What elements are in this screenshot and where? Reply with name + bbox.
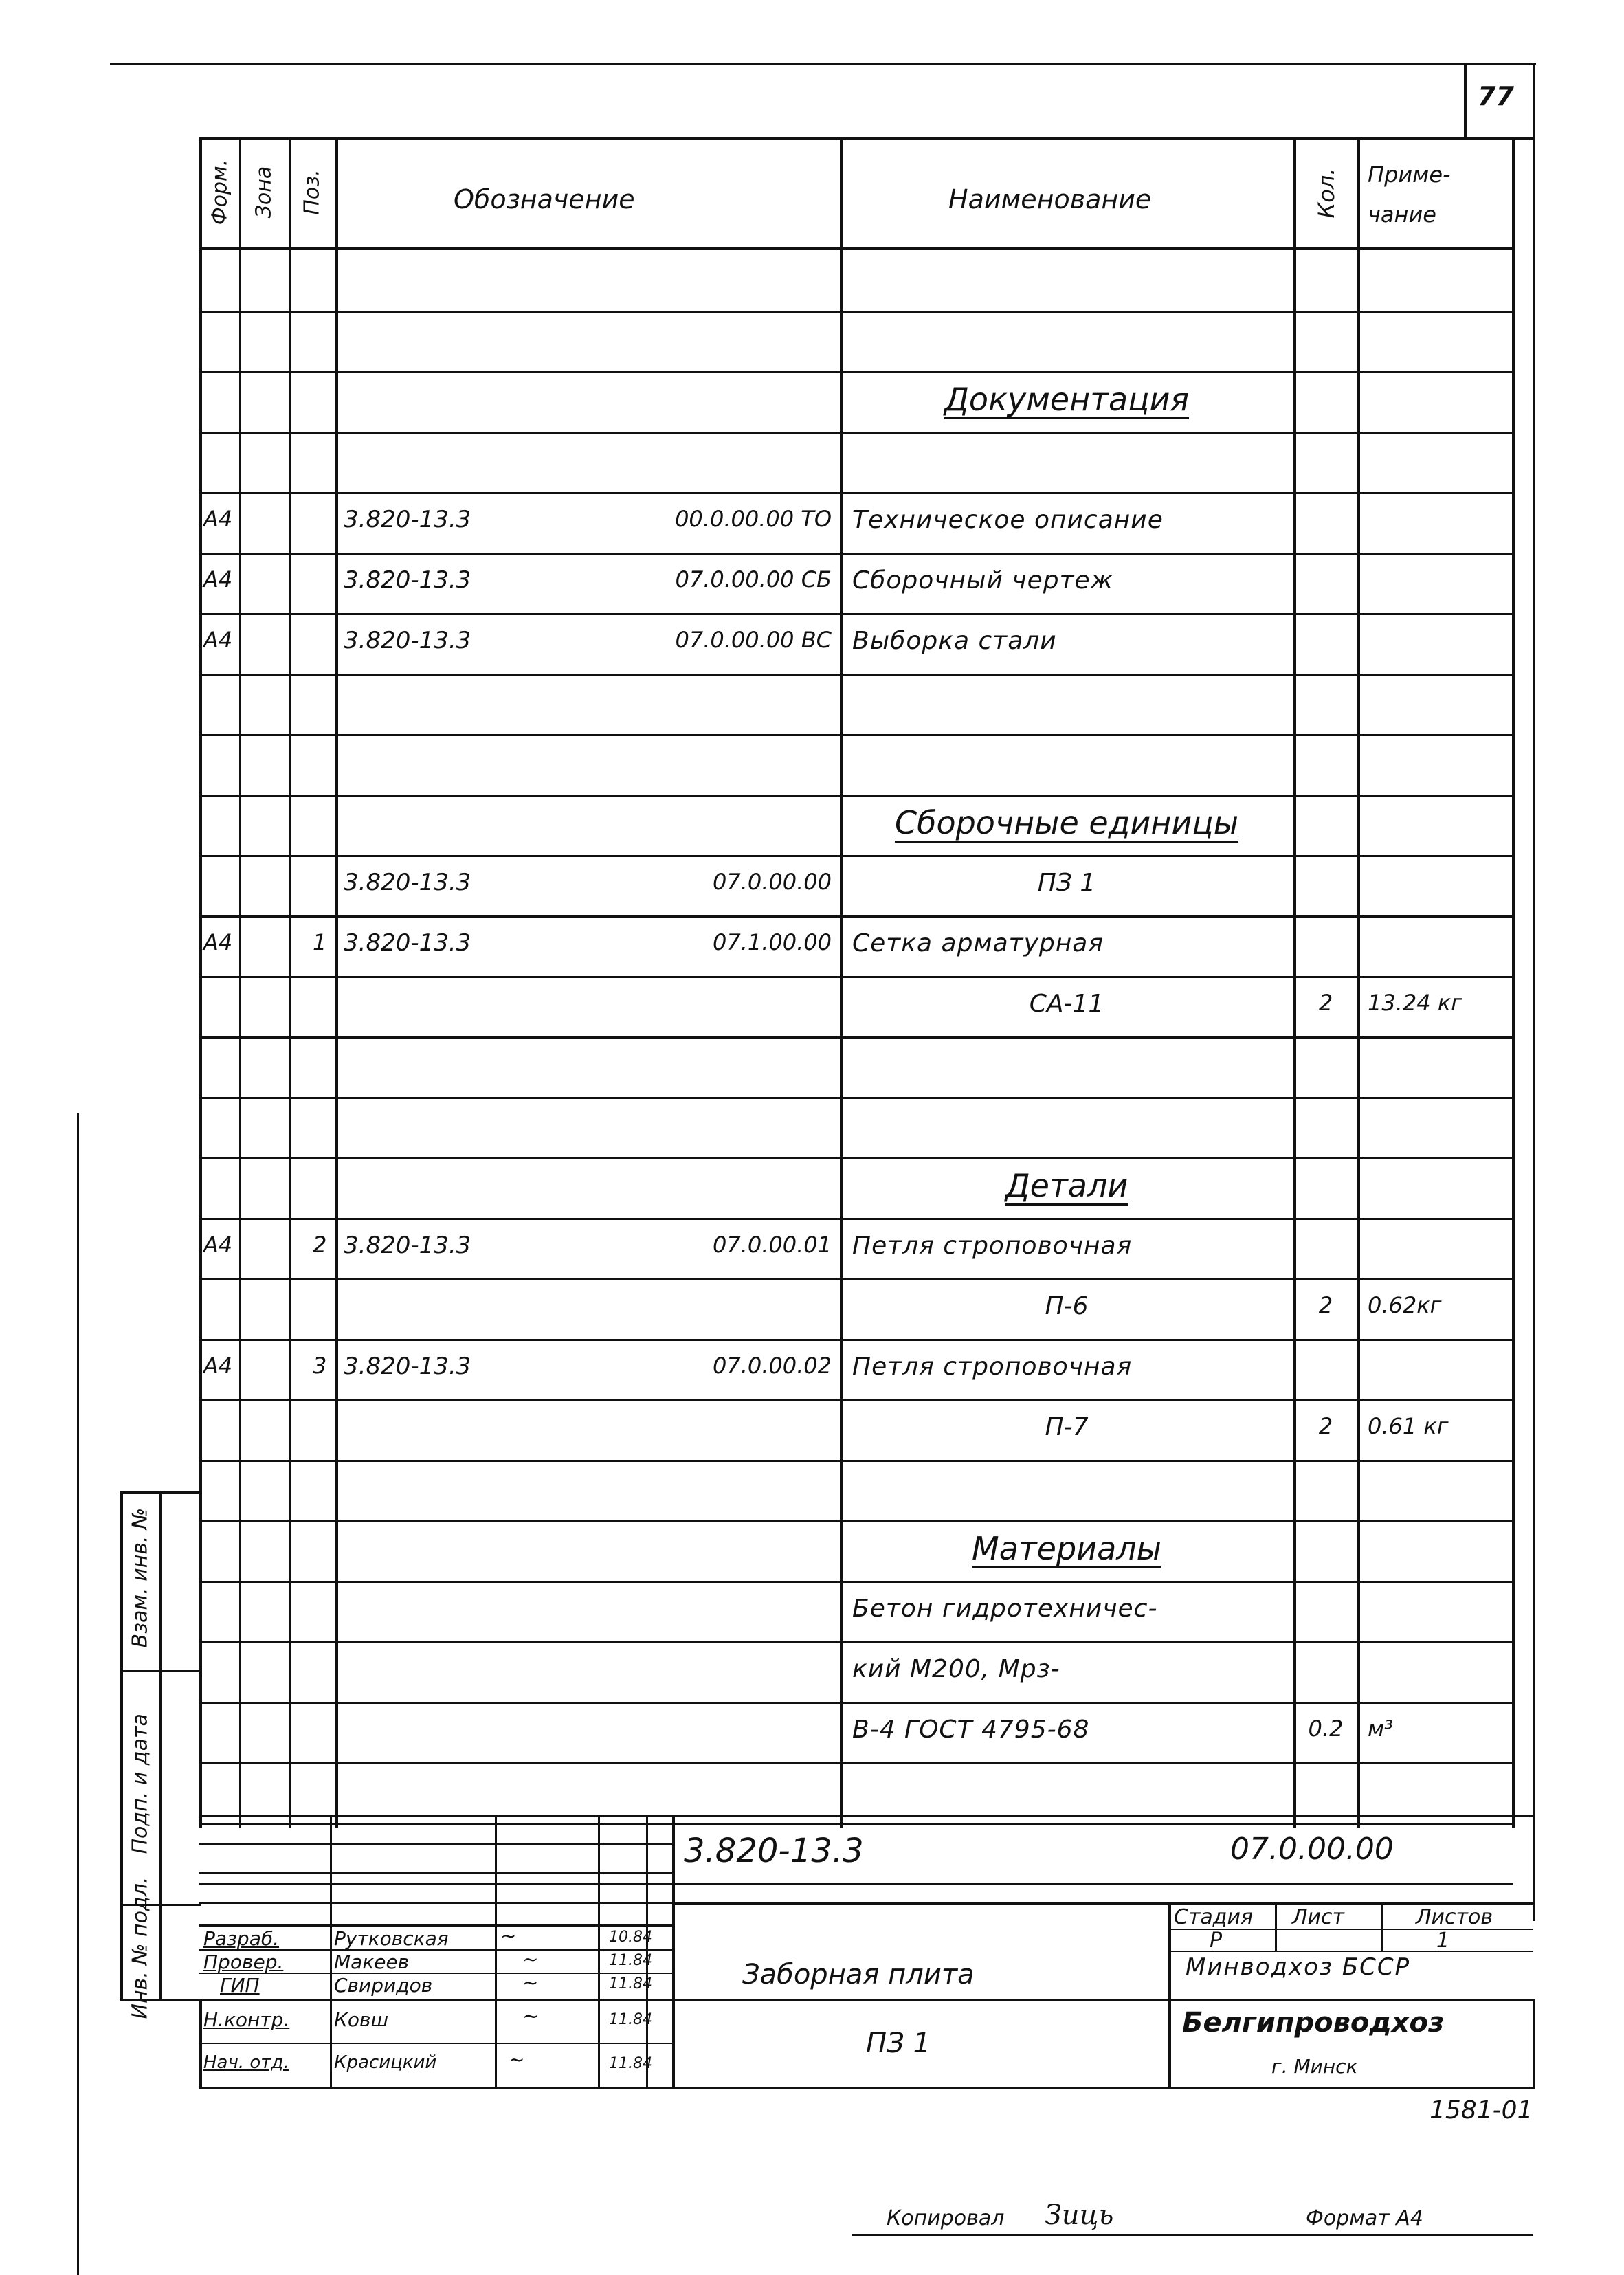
copier-signature: Зиць: [1045, 2199, 1114, 2231]
row-line: [199, 1157, 1513, 1159]
row-form: А4: [203, 929, 233, 955]
title-stage-label: Стадия: [1174, 1905, 1254, 1929]
title-stage: Р: [1210, 1929, 1223, 1953]
row-line: [199, 855, 1513, 857]
row-qty: 0.2: [1308, 1716, 1344, 1742]
row-line: [199, 432, 1513, 434]
role-date: 11.84: [609, 2011, 652, 2028]
role-date: 11.84: [609, 2055, 652, 2072]
signature: ~: [522, 1971, 539, 1994]
row-designation: 3.820-13.3: [344, 869, 471, 896]
row-name: В-4 ГОСТ 4795-68: [852, 1716, 1090, 1744]
row-line: [199, 1581, 1513, 1583]
row-designation-suffix: 07.1.00.00: [712, 929, 832, 955]
title-org1: Минводхоз БССР: [1186, 1953, 1411, 1981]
title-org2: Белгипроводхоз: [1182, 2007, 1445, 2039]
role-label: Разраб.: [203, 1927, 280, 1950]
header-designation: Обозначение: [454, 184, 635, 214]
row-line: [199, 1339, 1513, 1341]
row-line: [199, 915, 1513, 918]
signature: ~: [509, 2048, 525, 2071]
header-name: Наименование: [948, 184, 1152, 214]
row-line: [199, 1036, 1513, 1039]
row-name: Бетон гидротехничес-: [852, 1595, 1158, 1623]
title-code: 3.820-13.3: [684, 1832, 864, 1870]
row-name: Петля строповочная: [852, 1232, 1133, 1260]
format-label: Формат А4: [1306, 2206, 1423, 2230]
row-line: [199, 1218, 1513, 1220]
row-note: 13.24 кг: [1368, 990, 1462, 1016]
doc-number: 1581-01: [1430, 2096, 1533, 2124]
role-person: Ковш: [334, 2008, 389, 2031]
left-margin-line: [77, 1113, 79, 2275]
row-form: А4: [203, 1232, 233, 1258]
role-label: Нач. отд.: [203, 2052, 289, 2073]
row-qty: 2: [1318, 1413, 1333, 1439]
row-name: П-6: [1045, 1292, 1089, 1320]
row-line: [199, 1278, 1513, 1280]
row-designation-suffix: 07.0.00.02: [712, 1353, 832, 1379]
copied-label: Копировал: [887, 2206, 1005, 2230]
section-heading: Материалы: [972, 1530, 1161, 1567]
row-note: 0.62кг: [1368, 1292, 1442, 1318]
row-line: [199, 674, 1513, 676]
title-sheets: 1: [1436, 1929, 1450, 1953]
row-line: [199, 492, 1513, 494]
row-pos: 3: [313, 1353, 327, 1379]
section-heading: Детали: [1005, 1167, 1128, 1204]
row-line: [199, 1460, 1513, 1462]
title-sheet-label: Лист: [1292, 1905, 1345, 1929]
header-pos: Поз.: [300, 169, 324, 215]
title-code-right: 07.0.00.00: [1230, 1832, 1394, 1867]
row-designation: 3.820-13.3: [344, 627, 471, 654]
role-date: 11.84: [609, 1952, 652, 1969]
row-line: [199, 734, 1513, 736]
role-person: Красицкий: [334, 2052, 437, 2073]
header-zone: Зона: [252, 166, 276, 219]
role-label: Н.контр.: [203, 2008, 290, 2031]
row-name: кий М200, Мрз-: [852, 1655, 1060, 1683]
row-line: [199, 795, 1513, 797]
section-heading: Сборочные единицы: [894, 804, 1239, 841]
row-line: [199, 1762, 1513, 1764]
row-designation-suffix: 07.0.00.00 ВС: [675, 627, 832, 653]
row-designation-suffix: 07.0.00.00: [712, 869, 832, 895]
side-label-podp: Подп. и дата: [128, 1713, 153, 1854]
row-name: Техническое описание: [852, 506, 1164, 534]
title-sheets-label: Листов: [1416, 1905, 1493, 1929]
row-note: 0.61 кг: [1368, 1413, 1449, 1439]
row-line: [199, 371, 1513, 373]
row-qty: 2: [1318, 990, 1333, 1016]
row-form: А4: [203, 506, 233, 532]
row-line: [199, 553, 1513, 555]
row-form: А4: [203, 627, 233, 653]
signature: ~: [522, 2004, 540, 2028]
header-note: Приме- чание: [1368, 162, 1451, 228]
row-designation: 3.820-13.3: [344, 1353, 471, 1380]
row-line: [199, 1399, 1513, 1401]
row-designation-suffix: 07.0.00.01: [712, 1232, 832, 1258]
row-name: ПЗ 1: [1037, 869, 1096, 897]
role-person: Рутковская: [334, 1927, 449, 1950]
row-form: А4: [203, 1353, 233, 1379]
row-designation: 3.820-13.3: [344, 929, 471, 957]
row-name: Петля строповочная: [852, 1353, 1133, 1381]
row-line: [199, 1097, 1513, 1099]
title-name-line2-lower: ПЗ 1: [866, 2028, 931, 2059]
row-line: [199, 311, 1513, 313]
row-designation: 3.820-13.3: [344, 566, 471, 594]
header-qty: Кол.: [1313, 168, 1339, 219]
top-border: [110, 63, 1536, 65]
row-form: А4: [203, 566, 233, 592]
row-pos: 2: [313, 1232, 327, 1258]
row-line: [199, 1520, 1513, 1522]
section-heading: Документация: [944, 381, 1190, 418]
sheet-number: 77: [1478, 81, 1514, 111]
row-pos: 1: [313, 929, 327, 955]
row-name: Сборочный чертеж: [852, 566, 1114, 595]
title-name-line1: Заборная плита: [742, 1959, 975, 1990]
row-note: м³: [1368, 1716, 1393, 1742]
role-person: Свиридов: [334, 1974, 433, 1997]
row-name: СА-11: [1029, 990, 1104, 1018]
signature: ~: [500, 1924, 517, 1947]
role-label: ГИП: [220, 1974, 260, 1997]
row-line: [199, 613, 1513, 615]
row-designation-suffix: 00.0.00.00 ТО: [675, 506, 832, 532]
row-line: [199, 976, 1513, 978]
row-line: [199, 1883, 1513, 1885]
role-date: 11.84: [609, 1975, 652, 1993]
row-name: Сетка арматурная: [852, 929, 1104, 957]
row-line: [199, 1641, 1513, 1643]
row-designation-suffix: 07.0.00.00 СБ: [675, 566, 832, 592]
side-label-vzam: Взам. инв. №: [128, 1507, 153, 1648]
row-line: [199, 1823, 1513, 1825]
title-city: г. Минск: [1271, 2055, 1358, 2078]
row-qty: 2: [1318, 1292, 1333, 1318]
side-label-inv: Инв. № подл.: [128, 1876, 153, 2019]
row-line: [199, 1702, 1513, 1704]
role-person: Макеев: [334, 1951, 410, 1973]
role-label: Провер.: [203, 1951, 284, 1973]
signature: ~: [522, 1948, 539, 1971]
row-name: П-7: [1045, 1413, 1089, 1441]
role-date: 10.84: [609, 1929, 652, 1946]
header-form: Форм.: [208, 159, 232, 225]
row-designation: 3.820-13.3: [344, 1232, 471, 1259]
row-name: Выборка стали: [852, 627, 1057, 655]
row-designation: 3.820-13.3: [344, 506, 471, 533]
